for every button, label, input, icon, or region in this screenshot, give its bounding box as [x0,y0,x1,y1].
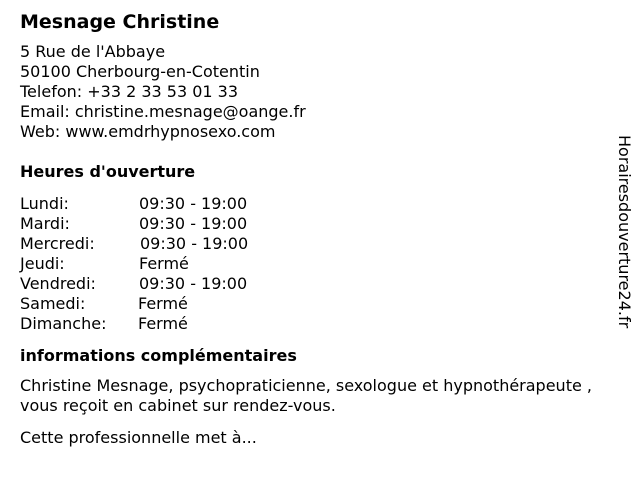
hours-day: Vendredi: [20,274,96,293]
hours-day: Mercredi: [20,234,95,253]
hours-row-jeudi [20,254,610,274]
contact-block [20,42,610,142]
address-city: 50100 Cherbourg-en-Cotentin [20,62,260,81]
hours-day: Lundi: [20,194,69,213]
hours-row-vendredi [20,274,610,294]
info-more-text: Cette professionnelle met à... [20,428,257,447]
hours-time: 09:30 - 19:00 [139,194,248,213]
hours-row-dimanche [20,314,610,334]
hours-row-lundi [20,194,610,214]
hours-time: Fermé [138,294,188,313]
phone-line: Telefon: +33 2 33 53 01 33 [20,82,239,101]
hours-row-mercredi [20,234,610,254]
info-heading: informations complémentaires [20,346,297,365]
side-watermark: Horairesdouverture24.fr [615,135,634,329]
hours-time: 09:30 - 19:00 [140,234,249,253]
hours-time: Fermé [139,254,189,273]
hours-day: Dimanche: [20,314,107,333]
info-description: Christine Mesnage, psychopraticienne, sexologue et hypnothérapeute , vous reçoit en cabinet sur rendez-vous. [20,376,592,415]
business-card [20,10,610,448]
hours-row-samedi [20,294,610,314]
web-line: Web: www.emdrhypnosexo.com [20,122,276,141]
business-name: Mesnage Christine [20,11,220,33]
hours-heading: Heures d'ouverture [20,162,196,181]
email-line: Email: christine.mesnage@oange.fr [20,102,306,121]
hours-time: 09:30 - 19:00 [139,214,248,233]
hours-day: Samedi: [20,294,86,313]
hours-day: Jeudi: [20,254,65,273]
hours-day: Mardi: [20,214,70,233]
hours-time: 09:30 - 19:00 [139,274,248,293]
hours-row-mardi [20,214,610,234]
address-street: 5 Rue de l'Abbaye [20,42,166,61]
hours-table [20,194,610,334]
hours-time: Fermé [138,314,188,333]
